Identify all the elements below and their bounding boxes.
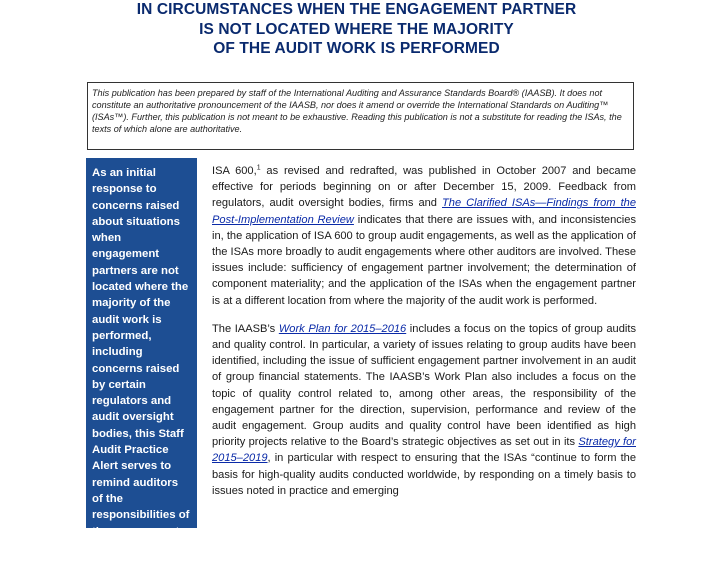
page-title [0, 0, 713, 59]
paragraph-1 [212, 163, 636, 309]
main-content [212, 163, 636, 511]
paragraph-2 [212, 321, 636, 499]
p1-text-b: as revised and redrafted, was published in October 2007 and became effective for periods beginning on or after December 15, 2009. Feedback from regulators, audit oversight bodies, firms and [212, 165, 636, 210]
p2-text-a: The IAASB’s [212, 322, 279, 335]
sidebar-text: As an initial response to concerns raised about situations when engagement partners are not located where the majority of the audit work is performed, including concerns raised by certain regulators and audit oversight bodies, this Staff Audit Practice Alert serves to remind auditors of the responsibilities of the engagement partner described in the ISAs. [92, 167, 190, 571]
title-line-3: OF THE AUDIT WORK IS PERFORMED [213, 40, 500, 57]
title-line-1: IN CIRCUMSTANCES WHEN THE ENGAGEMENT PARTNER [136, 1, 577, 18]
p1-text-a: ISA 600, [212, 165, 257, 177]
title-line-2: IS NOT LOCATED WHERE THE MAJORITY [199, 20, 514, 38]
p2-text-c: , in particular with respect to ensuring that the ISAs “continue to form the basis for high-quality audits conducted worldwide, by responding on a timely basis to issues noted in practice and emerging [212, 452, 636, 497]
work-plan-link[interactable]: Work Plan for 2015–2016 [278, 322, 407, 335]
disclaimer-box: This publication has been prepared by staff of the International Auditing and Assurance Standards Board® (IAASB). It does not constitute an authoritative pronouncement of the IAASB, nor does it amend or override the International Standards on Auditing™ (ISAs™). Further, this publication is not meant to be exhaustive. Reading this publication is not a substitute for reading the ISAs, the texts of which alone are authoritative. [87, 82, 634, 150]
p2-text-b: includes a focus on the topics of group audits and quality control. In particular, a variety of issues relating to group audits have been identified, including the issue of sufficient engagement partner involvement in an audit of group financial statements. The IAASB’s Work Plan also includes a focus on the topic of quality control related to, among other areas, the responsibility of the engagement partner for the direction, supervision, performance and review of the audit engagement. Group audits and quality control have been identified as high priority projects relative to the Board’s strategic objectives as set out in its [212, 322, 636, 449]
clarified-isas-link[interactable]: The Clarified ISAs—Findings from the Post-Implementation Review [212, 197, 636, 226]
p1-text-c: indicates that there are issues with, and inconsistencies in, the application of ISA 600 to group audit engagements, as well as the application of the ISAs more broadly to audit engagements where other auditors are involved. These issues include: sufficiency of engagement partner involvement; the determination of component materiality; and the application of the ISAs when the engagement partner is at a different location from where the majority of the audit work is performed. [212, 213, 636, 307]
sidebar-callout [86, 158, 197, 571]
footnote-ref[interactable]: 1 [256, 164, 261, 172]
strategy-link[interactable]: Strategy for 2015–2019 [212, 436, 636, 465]
